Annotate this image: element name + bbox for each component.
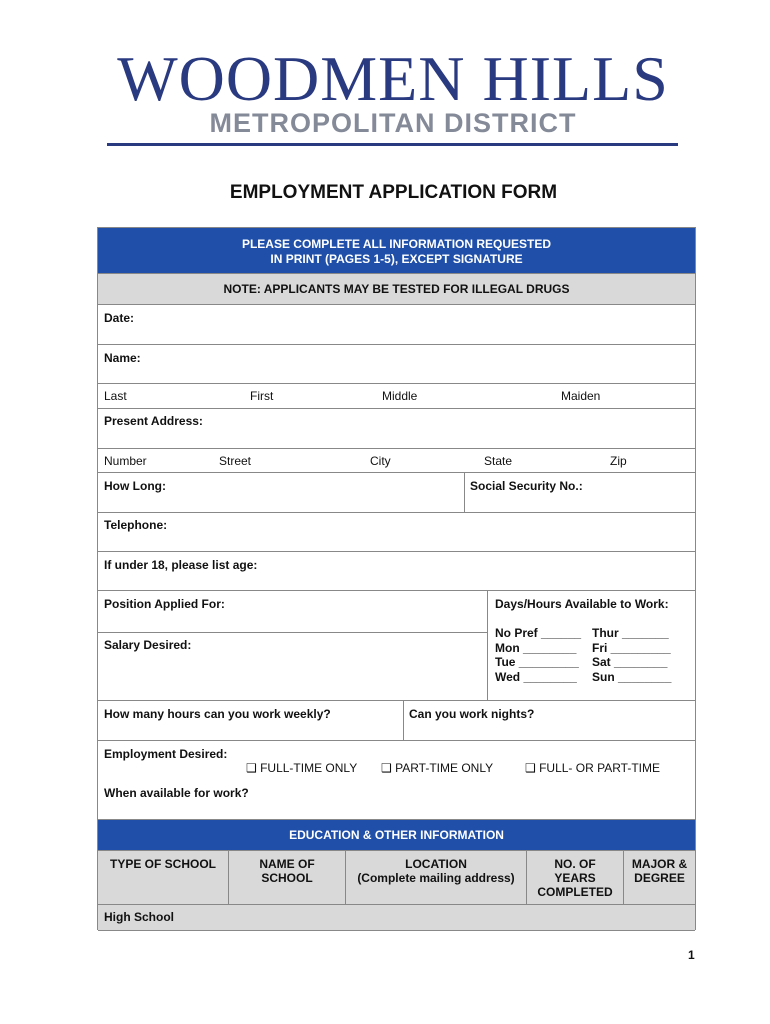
col-location: [346, 857, 526, 885]
logo-rule: [107, 143, 678, 146]
days-hours-label: Days/Hours Available to Work:: [495, 597, 669, 611]
col-major-line-1: MAJOR &: [631, 857, 688, 871]
address-field[interactable]: [98, 409, 695, 449]
page-number: 1: [688, 948, 695, 962]
col-years-line-1: NO. OF: [554, 857, 596, 871]
when-available-label[interactable]: When available for work?: [104, 786, 249, 800]
name-parts-row: [98, 384, 695, 409]
drug-test-note-text: NOTE: APPLICANTS MAY BE TESTED FOR ILLEGAL DRUGS: [223, 282, 570, 296]
education-columns: [98, 851, 695, 905]
day-no-pref[interactable]: No Pref ______: [495, 626, 582, 640]
name-field[interactable]: [98, 345, 695, 384]
col-years-line-2: YEARS: [554, 871, 596, 885]
address-state: State: [484, 454, 513, 468]
logo-title: WOODMEN HILLS: [117, 43, 669, 114]
address-label: Present Address:: [104, 414, 203, 428]
full-or-part-time-checkbox[interactable]: ❑ FULL- OR PART-TIME: [525, 761, 660, 775]
form-title: EMPLOYMENT APPLICATION FORM: [229, 182, 558, 203]
full-time-checkbox[interactable]: ❑ FULL-TIME ONLY: [246, 761, 358, 775]
col-name-line-2: SCHOOL: [261, 871, 313, 885]
col-major-line-2: DEGREE: [634, 871, 685, 885]
logo-subtitle: METROPOLITAN DISTRICT: [209, 108, 577, 138]
col-major-degree: [624, 857, 695, 885]
education-header: [98, 820, 695, 851]
col-location-line-2: (Complete mailing address): [357, 871, 515, 885]
day-fri[interactable]: Fri _________: [592, 640, 671, 655]
divider: [403, 701, 404, 740]
day-wed[interactable]: Wed ________: [495, 669, 577, 684]
position-label[interactable]: Position Applied For:: [104, 597, 225, 611]
high-school-row[interactable]: [98, 905, 695, 931]
age-label: If under 18, please list age:: [104, 558, 258, 572]
name-first: First: [250, 389, 274, 403]
how-long-label[interactable]: How Long:: [104, 479, 166, 493]
ssn-label[interactable]: Social Security No.:: [470, 479, 583, 493]
date-label: Date:: [104, 311, 135, 325]
divider: [98, 632, 487, 633]
divider: [464, 473, 465, 512]
days-grid: [495, 626, 671, 684]
hours-row: [98, 701, 695, 741]
hours-weekly-label[interactable]: How many hours can you work weekly?: [104, 707, 331, 721]
name-maiden: Maiden: [561, 389, 601, 403]
application-form: [97, 227, 696, 930]
address-zip: Zip: [610, 454, 627, 468]
date-field[interactable]: [98, 305, 695, 345]
drug-test-note: [98, 274, 695, 305]
col-years-completed: [527, 857, 623, 899]
telephone-field[interactable]: [98, 513, 695, 552]
education-header-text: EDUCATION & OTHER INFORMATION: [289, 828, 504, 842]
instructions-banner: [98, 228, 695, 274]
day-sat[interactable]: Sat ________: [592, 655, 668, 669]
name-last: Last: [104, 389, 127, 403]
day-thur[interactable]: Thur _______: [592, 626, 669, 640]
day-tue[interactable]: Tue _________: [495, 655, 579, 669]
nights-label[interactable]: Can you work nights?: [409, 707, 535, 721]
address-city: City: [370, 454, 391, 468]
name-middle: Middle: [382, 389, 418, 403]
col-name-of-school: [229, 857, 345, 885]
salary-label[interactable]: Salary Desired:: [104, 638, 192, 652]
divider: [487, 591, 488, 700]
address-number: Number: [104, 454, 147, 468]
part-time-checkbox[interactable]: ❑ PART-TIME ONLY: [381, 761, 494, 775]
instructions-line-2: IN PRINT (PAGES 1-5), EXCEPT SIGNATURE: [270, 252, 523, 266]
col-name-line-1: NAME OF: [259, 857, 315, 871]
day-sun[interactable]: Sun ________: [592, 669, 672, 684]
how-long-row: [98, 473, 695, 513]
col-type-of-school: TYPE OF SCHOOL: [109, 857, 216, 871]
instructions-line-1: PLEASE COMPLETE ALL INFORMATION REQUESTED: [241, 237, 552, 251]
address-parts-row: [98, 449, 695, 473]
name-label: Name:: [104, 351, 141, 365]
high-school-label: High School: [104, 910, 174, 924]
employment-desired-section: [98, 741, 695, 820]
age-field[interactable]: [98, 552, 695, 591]
employment-desired-label: Employment Desired:: [104, 747, 228, 761]
address-street: Street: [219, 454, 252, 468]
col-years-line-3: COMPLETED: [537, 885, 613, 899]
telephone-label: Telephone:: [104, 518, 168, 532]
day-mon[interactable]: Mon ________: [495, 640, 577, 655]
col-location-line-1: LOCATION: [405, 857, 467, 871]
